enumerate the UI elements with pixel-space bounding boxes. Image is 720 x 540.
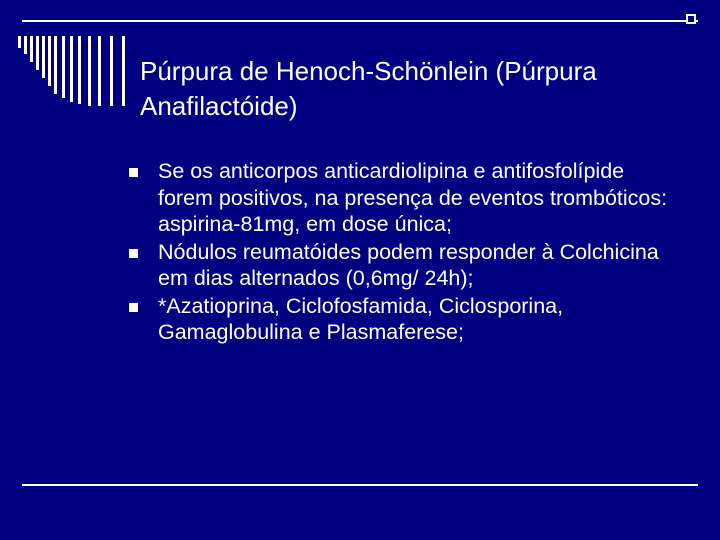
bullet-text: Nódulos reumatóides podem responder à Colchicina em dias alternados (0,6mg/ 24h); — [158, 239, 659, 290]
decor-bar — [36, 36, 39, 70]
decor-bar — [110, 36, 113, 106]
vertical-bars-decoration — [18, 36, 128, 106]
decor-bar — [24, 36, 27, 54]
decor-bar — [42, 36, 45, 78]
decor-bar — [48, 36, 51, 86]
decor-bar — [18, 36, 21, 48]
top-divider-line — [22, 20, 698, 22]
bullet-item — [142, 158, 682, 238]
bullet-item — [142, 293, 682, 346]
square-bullet-icon — [129, 303, 138, 312]
bullet-item — [142, 239, 682, 292]
bullet-list — [142, 158, 682, 347]
decor-bar — [98, 36, 101, 106]
square-bullet-icon — [129, 249, 138, 258]
decor-bar — [88, 36, 91, 106]
bullet-text: *Azatioprina, Ciclofosfamida, Ciclosporina, Gamaglobulina e Plasmaferese; — [158, 293, 564, 344]
decor-bar — [62, 36, 65, 98]
bullet-text: Se os anticorpos anticardiolipina e antifosfolípide forem positivos, na presença de eventos trombóticos: aspirina-81mg, em dose única; — [158, 159, 668, 236]
decor-bar — [30, 36, 33, 62]
decor-bar — [70, 36, 73, 102]
decor-bar — [122, 36, 125, 106]
bottom-divider-line — [22, 484, 698, 486]
square-bullet-icon — [129, 168, 138, 177]
corner-square-decoration — [686, 14, 696, 24]
decor-bar — [54, 36, 57, 94]
slide-title: Púrpura de Henoch-Schönlein (Púrpura Anafilactóide) — [140, 56, 597, 121]
decor-bar — [78, 36, 81, 104]
